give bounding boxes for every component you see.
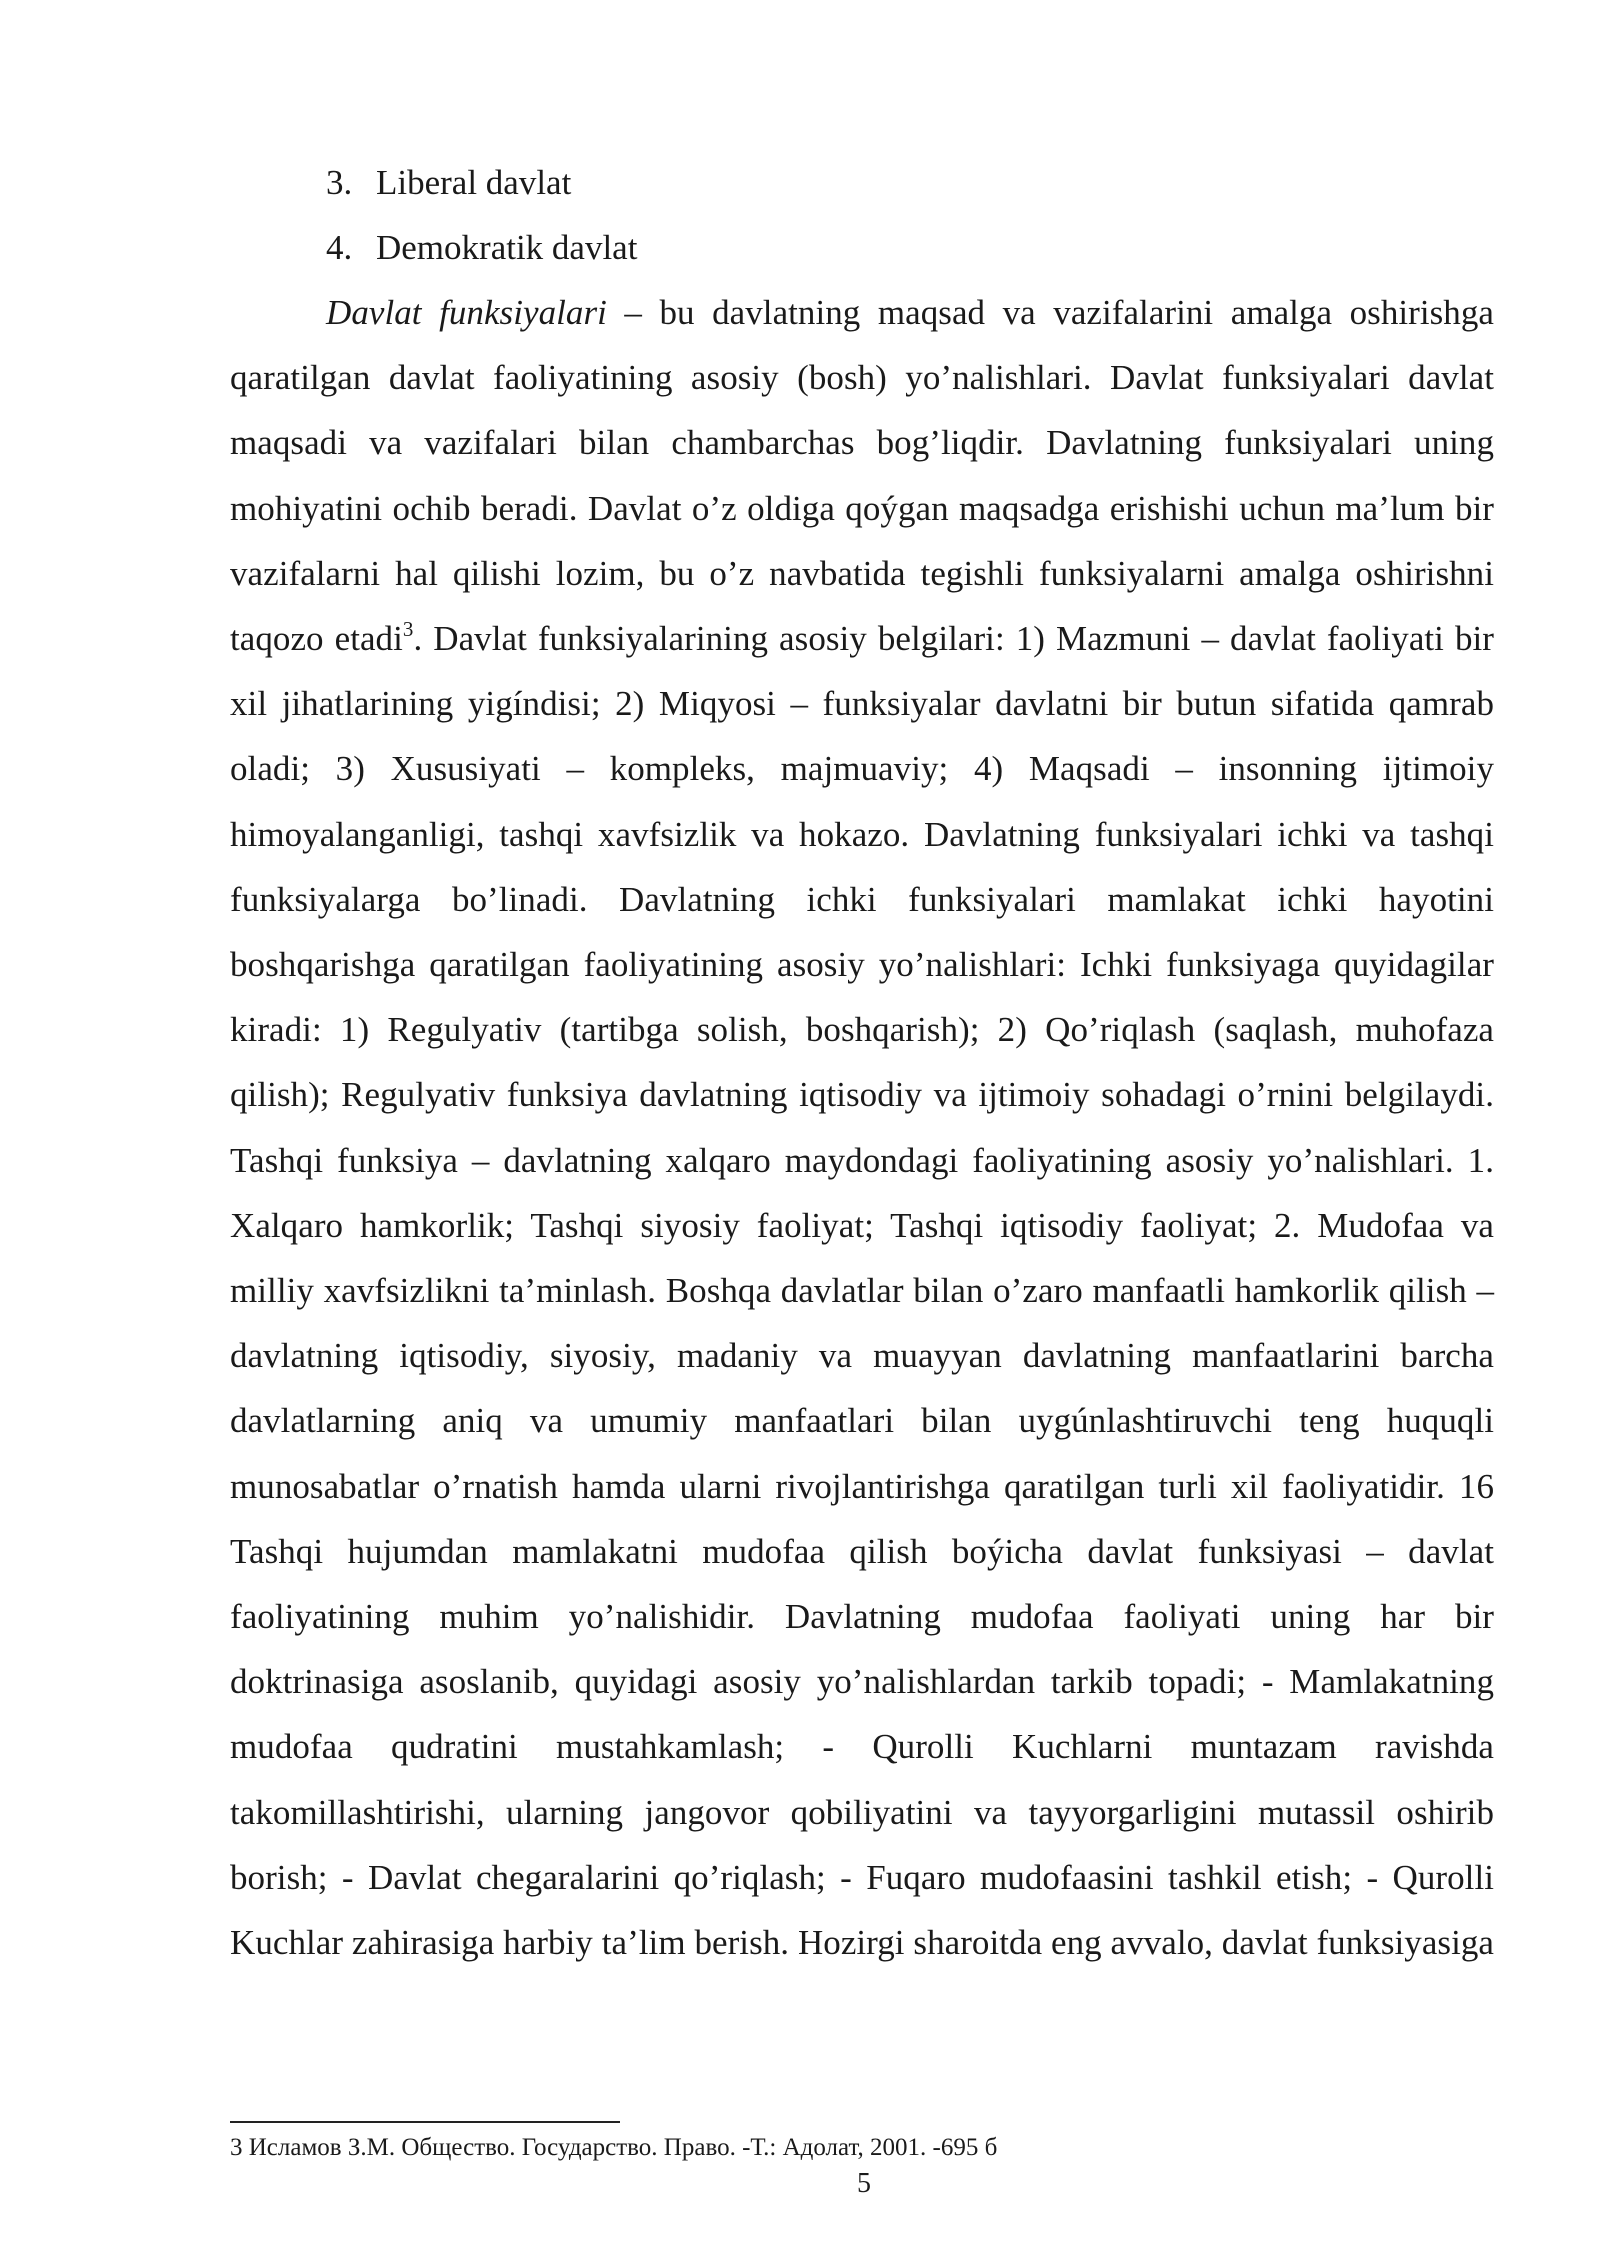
list-item (326, 215, 637, 280)
footnote-separator (230, 2121, 620, 2123)
footnote-reference: 3 (402, 617, 414, 642)
paragraph-text-part1: – bu davlatning maqsad va vazifalarini amalga oshirishga qaratilgan davlat faoliyatining asosiy (bosh) yo’nalishlari. Davlat funksiyalari davlat maqsadi va vazifalari bilan chambarchas bog’liqdir. Davlatning funksiyalari uning mohiyatini ochib beradi. Davlat o’z oldiga qoýgan maqsadga erishishi uchun ma’lum bir vazifalarni hal qilishi lozim, bu o’z navbatida tegishli funksiyalarni amalga oshirishni taqozo etadi (230, 293, 1494, 659)
list-item-label: Demokratik davlat (376, 228, 638, 267)
body-paragraph (230, 280, 1494, 1975)
footnote: 3 Исламов З.М. Общество. Государство. Право. -Т.: Адолат, 2001. -695 б (230, 2134, 998, 2161)
paragraph-text-part2: . Davlat funksiyalarining asosiy belgilari: 1) Mazmuni – davlat faoliyati bir xil jihatlarining yigíndisi; 2) Miqyosi – funksiyalar davlatni bir butun sifatida qamrab oladi; 3) Xususiyati – kompleks, majmuaviy; 4) Maqsadi – insonning ijtimoiy himoyalanganligi, tashqi xavfsizlik va hokazo. Davlatning funksiyalari ichki va tashqi funksiyalarga bo’linadi. Davlatning ichki funksiyalari mamlakat ichki hayotini boshqarishga qaratilgan faoliyatining asosiy yo’nalishlari: Ichki funksiyaga quyidagilar kiradi: 1) Regulyativ (tartibga solish, boshqarish); 2) Qo’riqlash (saqlash, muhofaza qilish); Regulyativ funksiya davlatning iqtisodiy va ijtimoiy sohadagi o’rnini belgilaydi. Tashqi funksiya – davlatning xalqaro maydondagi faoliyatining asosiy yo’nalishlari. 1. Xalqaro hamkorlik; Tashqi siyosiy faoliyat; Tashqi iqtisodiy faoliyat; 2. Mudofaa va milliy xavfsizlikni ta’minlash. Boshqa davlatlar bilan o’zaro manfaatli hamkorlik qilish – davlatning iqtisodiy, siyosiy, madaniy va muayyan davlatning manfaatlarini barcha davlatlarning aniq va umumiy manfaatlari bilan uygúnlashtiruvchi teng huquqli munosabatlar o’rnatish hamda ularni rivojlantirishga qaratilgan turli xil faoliyatidir. 16 Tashqi hujumdan mamlakatni mudofaa qilish boýicha davlat funksiyasi – davlat faoliyatining muhim yo’nalishidir. Davlatning mudofaa faoliyati uning har bir doktrinasiga asoslanib, quyidagi asosiy yo’nalishlardan tarkib topadi; - Mamlakatning mudofaa qudratini mustahkamlash; - Qurolli Kuchlarni muntazam ravishda takomillashtirishi, ularning jangovor qobiliyatini va tayyorgarligini mutassil oshirib borish; - Davlat chegaralarini qo’riqlash; - Fuqaro mudofaasini tashkil etish; - Qurolli Kuchlar zahirasiga harbiy ta’lim berish. Hozirgi sharoitda eng avvalo, davlat funksiyasiga (230, 619, 1494, 1963)
defined-term: Davlat funksiyalari (326, 293, 607, 332)
list-item-label: Liberal davlat (376, 163, 572, 202)
page-number: 5 (857, 2168, 871, 2199)
state-types-list (326, 150, 637, 280)
list-item-number: 3. (326, 163, 353, 202)
list-item-number: 4. (326, 228, 353, 267)
list-item (326, 150, 637, 215)
